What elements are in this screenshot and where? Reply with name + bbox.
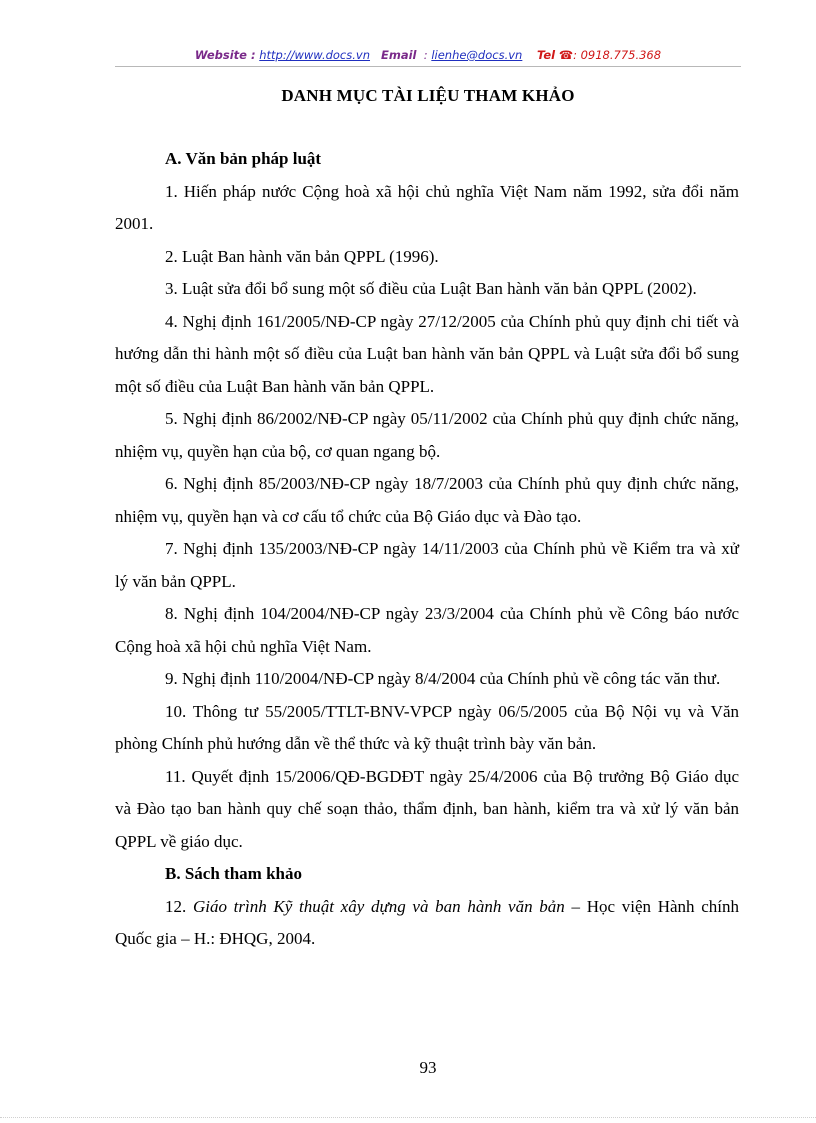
website-label: Website : <box>194 48 256 62</box>
list-item: 10. Thông tư 55/2005/TTLT-BNV-VPCP ngày 06/5/2005 của Bộ Nội vụ và Văn phòng Chính phủ hướng dẫn về thể thức và kỹ thuật trình bày văn bản. <box>115 701 739 753</box>
book-item-number: 12. <box>165 896 187 916</box>
page-header <box>115 46 741 67</box>
book-publisher: – Học viện Hành chính Quốc gia – H.: ĐHQG, 2004. <box>115 896 739 948</box>
list-item: 7. Nghị định 135/2003/NĐ-CP ngày 14/11/2003 của Chính phủ về Kiểm tra và xử lý văn bản QPPL. <box>115 539 739 591</box>
email-label: Email <box>380 48 417 62</box>
list-item: 9. Nghị định 110/2004/NĐ-CP ngày 8/4/2004 của Chính phủ về công tác văn thư. <box>165 669 721 688</box>
list-item: 5. Nghị định 86/2002/NĐ-CP ngày 05/11/2002 của Chính phủ quy định chức năng, nhiệm vụ, quyền hạn của bộ, cơ quan ngang bộ. <box>115 409 739 461</box>
page-title: DANH MỤC TÀI LIỆU THAM KHẢO <box>281 86 575 105</box>
list-item-book <box>115 891 739 956</box>
section-heading-legal-documents: A. Văn bản pháp luật <box>165 149 322 168</box>
email-separator: : <box>423 48 428 62</box>
phone-number: : 0918.775.368 <box>573 48 662 62</box>
list-item: 11. Quyết định 15/2006/QĐ-BGDĐT ngày 25/4/2006 của Bộ trưởng Bộ Giáo dục và Đào tạo ban hành quy chế soạn thảo, thẩm định, ban hành, kiểm tra và xử lý văn bản QPPL về giáo dục. <box>115 766 739 851</box>
website-link[interactable]: http://www.docs.vn <box>259 48 371 62</box>
list-item: 1. Hiến pháp nước Cộng hoà xã hội chủ nghĩa Việt Nam năm 1992, sửa đổi năm 2001. <box>115 181 739 233</box>
phone-icon: ☎ <box>558 48 574 62</box>
bottom-divider <box>0 1117 816 1118</box>
list-item: 4. Nghị định 161/2005/NĐ-CP ngày 27/12/2005 của Chính phủ quy định chi tiết và hướng dẫn thi hành một số điều của Luật ban hành văn bản QPPL và Luật sửa đổi bổ sung một số điều của Luật Ban hành văn bản QPPL. <box>115 311 739 396</box>
page-number: 93 <box>419 1058 437 1077</box>
list-item: 6. Nghị định 85/2003/NĐ-CP ngày 18/7/2003 của Chính phủ quy định chức năng, nhiệm vụ, quyền hạn và cơ cấu tổ chức của Bộ Giáo dục và Đào tạo. <box>115 474 739 526</box>
section-heading-reference-books: B. Sách tham khảo <box>165 864 302 883</box>
list-item: 2. Luật Ban hành văn bản QPPL (1996). <box>165 246 439 266</box>
reference-list <box>115 143 739 956</box>
tel-label: Tel <box>536 48 556 62</box>
list-item: 3. Luật sửa đổi bổ sung một số điều của Luật Ban hành văn bản QPPL (2002). <box>165 279 697 298</box>
book-title: Giáo trình Kỹ thuật xây dựng và ban hành văn bản <box>192 896 565 916</box>
list-item: 8. Nghị định 104/2004/NĐ-CP ngày 23/3/2004 của Chính phủ về Công báo nước Cộng hoà xã hội chủ nghĩa Việt Nam. <box>115 604 739 656</box>
email-link[interactable]: lienhe@docs.vn <box>431 48 523 62</box>
